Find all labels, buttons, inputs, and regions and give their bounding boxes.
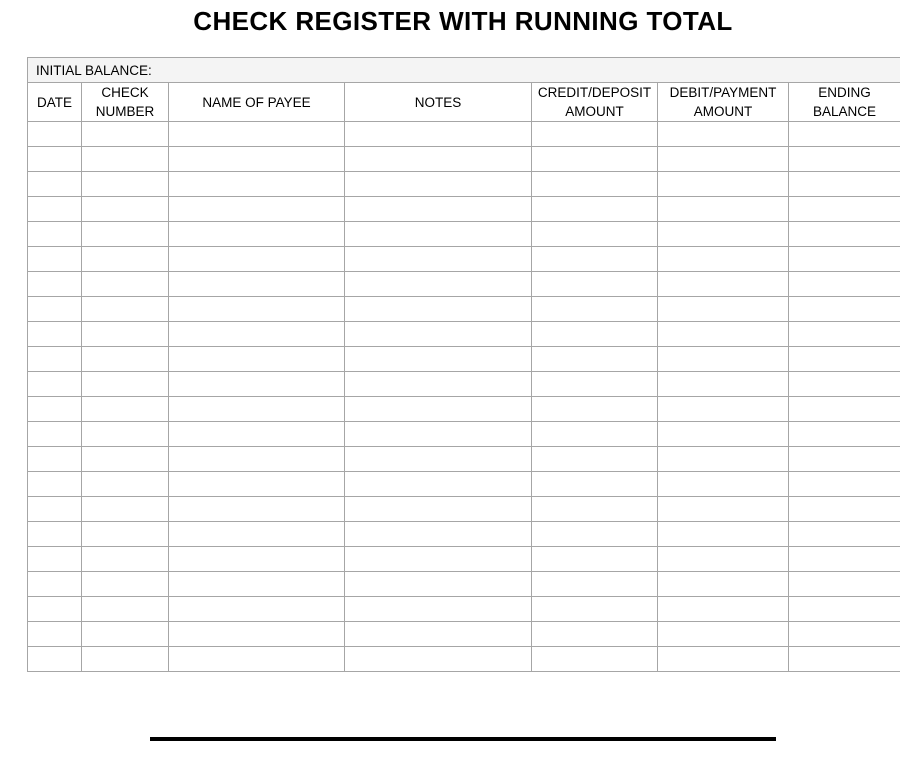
cell-check-number[interactable]	[82, 597, 169, 622]
header-line: NOTES	[414, 94, 462, 110]
cell-credit[interactable]	[532, 497, 658, 522]
cell-date[interactable]	[28, 422, 82, 447]
cell-debit[interactable]	[658, 172, 789, 197]
header-line: ENDING	[818, 85, 871, 100]
cell-debit[interactable]	[658, 597, 789, 622]
cell-notes[interactable]	[345, 197, 532, 222]
table-row	[28, 147, 900, 172]
column-header-payee	[169, 83, 345, 122]
table-row	[28, 647, 900, 672]
table-row	[28, 447, 900, 472]
cell-notes[interactable]	[345, 522, 532, 547]
cell-debit[interactable]	[658, 497, 789, 522]
cell-debit[interactable]	[658, 622, 789, 647]
cell-payee[interactable]	[169, 222, 345, 247]
table-row	[28, 597, 900, 622]
cell-check-number[interactable]	[82, 422, 169, 447]
cell-date[interactable]	[28, 472, 82, 497]
cell-ending-balance[interactable]	[789, 497, 900, 522]
cell-check-number[interactable]	[82, 622, 169, 647]
cell-date[interactable]	[28, 297, 82, 322]
cell-payee[interactable]	[169, 172, 345, 197]
cell-check-number[interactable]	[82, 297, 169, 322]
cell-notes[interactable]	[345, 272, 532, 297]
cell-date[interactable]	[28, 197, 82, 222]
cell-debit[interactable]	[658, 472, 789, 497]
table-row	[28, 572, 900, 597]
cell-notes[interactable]	[345, 147, 532, 172]
cell-date[interactable]	[28, 622, 82, 647]
cell-notes[interactable]	[345, 222, 532, 247]
cell-date[interactable]	[28, 547, 82, 572]
cell-credit[interactable]	[532, 547, 658, 572]
table-row	[28, 372, 900, 397]
cell-payee[interactable]	[169, 297, 345, 322]
cell-ending-balance[interactable]	[789, 172, 900, 197]
cell-ending-balance[interactable]	[789, 597, 900, 622]
column-header-check-number	[82, 83, 169, 122]
table-row	[28, 547, 900, 572]
cell-check-number[interactable]	[82, 522, 169, 547]
cell-credit[interactable]	[532, 222, 658, 247]
table-row	[28, 397, 900, 422]
cell-ending-balance[interactable]	[789, 147, 900, 172]
table-row	[28, 122, 900, 147]
cell-check-number[interactable]	[82, 547, 169, 572]
header-line: NUMBER	[95, 104, 155, 119]
cell-notes[interactable]	[345, 322, 532, 347]
column-header-ending-balance	[789, 83, 900, 122]
cell-ending-balance[interactable]	[789, 622, 900, 647]
cell-debit[interactable]	[658, 522, 789, 547]
header-line: DEBIT/PAYMENT	[669, 85, 777, 100]
cell-payee[interactable]	[169, 447, 345, 472]
cell-credit[interactable]	[532, 172, 658, 197]
cell-credit[interactable]	[532, 472, 658, 497]
cell-debit[interactable]	[658, 547, 789, 572]
cell-payee[interactable]	[169, 522, 345, 547]
cell-date[interactable]	[28, 497, 82, 522]
table-row	[28, 347, 900, 372]
cell-notes[interactable]	[345, 472, 532, 497]
cell-debit[interactable]	[658, 147, 789, 172]
table-row	[28, 472, 900, 497]
header-line: AMOUNT	[693, 104, 753, 119]
signature-line	[150, 737, 776, 741]
cell-check-number[interactable]	[82, 147, 169, 172]
cell-date[interactable]	[28, 147, 82, 172]
table-row	[28, 422, 900, 447]
cell-notes[interactable]	[345, 547, 532, 572]
table-row	[28, 172, 900, 197]
cell-ending-balance[interactable]	[789, 197, 900, 222]
cell-credit[interactable]	[532, 197, 658, 222]
cell-ending-balance[interactable]	[789, 422, 900, 447]
cell-ending-balance[interactable]	[789, 447, 900, 472]
cell-debit[interactable]	[658, 397, 789, 422]
cell-date[interactable]	[28, 447, 82, 472]
initial-balance-row	[28, 58, 900, 83]
cell-notes[interactable]	[345, 647, 532, 672]
table-row	[28, 222, 900, 247]
cell-debit[interactable]	[658, 372, 789, 397]
cell-debit[interactable]	[658, 447, 789, 472]
cell-notes[interactable]	[345, 122, 532, 147]
cell-ending-balance[interactable]	[789, 472, 900, 497]
cell-debit[interactable]	[658, 572, 789, 597]
cell-notes[interactable]	[345, 372, 532, 397]
cell-credit[interactable]	[532, 247, 658, 272]
cell-credit[interactable]	[532, 272, 658, 297]
header-line: CREDIT/DEPOSIT	[537, 85, 652, 100]
table-row	[28, 322, 900, 347]
table-row	[28, 497, 900, 522]
cell-credit[interactable]	[532, 422, 658, 447]
cell-notes[interactable]	[345, 347, 532, 372]
check-register-table	[27, 57, 900, 672]
cell-credit[interactable]	[532, 522, 658, 547]
table-row	[28, 247, 900, 272]
cell-date[interactable]	[28, 247, 82, 272]
cell-check-number[interactable]	[82, 172, 169, 197]
cell-debit[interactable]	[658, 222, 789, 247]
cell-date[interactable]	[28, 122, 82, 147]
cell-ending-balance[interactable]	[789, 647, 900, 672]
cell-notes[interactable]	[345, 497, 532, 522]
cell-payee[interactable]	[169, 147, 345, 172]
cell-date[interactable]	[28, 572, 82, 597]
cell-check-number[interactable]	[82, 397, 169, 422]
cell-check-number[interactable]	[82, 447, 169, 472]
cell-debit[interactable]	[658, 122, 789, 147]
column-header-debit	[658, 83, 789, 122]
header-line: CHECK	[101, 85, 149, 100]
cell-ending-balance[interactable]	[789, 522, 900, 547]
cell-notes[interactable]	[345, 397, 532, 422]
cell-debit[interactable]	[658, 322, 789, 347]
page-title: CHECK REGISTER WITH RUNNING TOTAL	[193, 6, 733, 36]
cell-notes[interactable]	[345, 597, 532, 622]
cell-payee[interactable]	[169, 647, 345, 672]
cell-notes[interactable]	[345, 247, 532, 272]
cell-ending-balance[interactable]	[789, 347, 900, 372]
header-line: DATE	[36, 94, 72, 110]
column-header-date	[28, 83, 82, 122]
cell-credit[interactable]	[532, 647, 658, 672]
cell-ending-balance[interactable]	[789, 572, 900, 597]
cell-credit[interactable]	[532, 147, 658, 172]
cell-notes[interactable]	[345, 297, 532, 322]
cell-notes[interactable]	[345, 422, 532, 447]
table-row	[28, 297, 900, 322]
cell-notes[interactable]	[345, 172, 532, 197]
cell-credit[interactable]	[532, 372, 658, 397]
cell-check-number[interactable]	[82, 272, 169, 297]
header-line: NAME OF PAYEE	[202, 94, 311, 110]
cell-credit[interactable]	[532, 347, 658, 372]
cell-date[interactable]	[28, 322, 82, 347]
cell-debit[interactable]	[658, 422, 789, 447]
cell-ending-balance[interactable]	[789, 322, 900, 347]
cell-payee[interactable]	[169, 322, 345, 347]
cell-date[interactable]	[28, 397, 82, 422]
cell-debit[interactable]	[658, 647, 789, 672]
cell-date[interactable]	[28, 272, 82, 297]
cell-ending-balance[interactable]	[789, 247, 900, 272]
cell-ending-balance[interactable]	[789, 222, 900, 247]
cell-check-number[interactable]	[82, 647, 169, 672]
cell-date[interactable]	[28, 597, 82, 622]
cell-credit[interactable]	[532, 447, 658, 472]
cell-check-number[interactable]	[82, 472, 169, 497]
cell-check-number[interactable]	[82, 322, 169, 347]
table-row	[28, 197, 900, 222]
cell-date[interactable]	[28, 222, 82, 247]
cell-debit[interactable]	[658, 297, 789, 322]
table-row	[28, 272, 900, 297]
cell-payee[interactable]	[169, 397, 345, 422]
cell-date[interactable]	[28, 172, 82, 197]
cell-debit[interactable]	[658, 347, 789, 372]
cell-debit[interactable]	[658, 197, 789, 222]
table-row	[28, 622, 900, 647]
cell-credit[interactable]	[532, 297, 658, 322]
cell-payee[interactable]	[169, 247, 345, 272]
cell-credit[interactable]	[532, 597, 658, 622]
cell-payee[interactable]	[169, 122, 345, 147]
header-line: AMOUNT	[565, 104, 624, 119]
cell-credit[interactable]	[532, 622, 658, 647]
cell-payee[interactable]	[169, 372, 345, 397]
cell-notes[interactable]	[345, 622, 532, 647]
initial-balance-label[interactable]: INITIAL BALANCE:	[28, 58, 900, 83]
cell-date[interactable]	[28, 647, 82, 672]
cell-payee[interactable]	[169, 272, 345, 297]
cell-debit[interactable]	[658, 272, 789, 297]
column-header-credit	[532, 83, 658, 122]
cell-ending-balance[interactable]	[789, 297, 900, 322]
cell-date[interactable]	[28, 522, 82, 547]
cell-check-number[interactable]	[82, 372, 169, 397]
table-row	[28, 522, 900, 547]
cell-credit[interactable]	[532, 397, 658, 422]
cell-ending-balance[interactable]	[789, 122, 900, 147]
cell-check-number[interactable]	[82, 572, 169, 597]
cell-payee[interactable]	[169, 597, 345, 622]
column-header-notes	[345, 83, 532, 122]
cell-ending-balance[interactable]	[789, 397, 900, 422]
cell-payee[interactable]	[169, 497, 345, 522]
header-line: BALANCE	[812, 104, 877, 119]
cell-credit[interactable]	[532, 572, 658, 597]
cell-check-number[interactable]	[82, 222, 169, 247]
cell-ending-balance[interactable]	[789, 272, 900, 297]
cell-credit[interactable]	[532, 322, 658, 347]
cell-check-number[interactable]	[82, 347, 169, 372]
cell-payee[interactable]	[169, 197, 345, 222]
cell-payee[interactable]	[169, 622, 345, 647]
column-header-row	[28, 83, 900, 122]
cell-payee[interactable]	[169, 547, 345, 572]
cell-ending-balance[interactable]	[789, 372, 900, 397]
cell-ending-balance[interactable]	[789, 547, 900, 572]
cell-payee[interactable]	[169, 572, 345, 597]
cell-check-number[interactable]	[82, 197, 169, 222]
cell-check-number[interactable]	[82, 247, 169, 272]
cell-notes[interactable]	[345, 572, 532, 597]
cell-check-number[interactable]	[82, 122, 169, 147]
cell-payee[interactable]	[169, 347, 345, 372]
cell-payee[interactable]	[169, 422, 345, 447]
cell-date[interactable]	[28, 372, 82, 397]
cell-credit[interactable]	[532, 122, 658, 147]
cell-notes[interactable]	[345, 447, 532, 472]
cell-check-number[interactable]	[82, 497, 169, 522]
cell-payee[interactable]	[169, 472, 345, 497]
cell-debit[interactable]	[658, 247, 789, 272]
cell-date[interactable]	[28, 347, 82, 372]
